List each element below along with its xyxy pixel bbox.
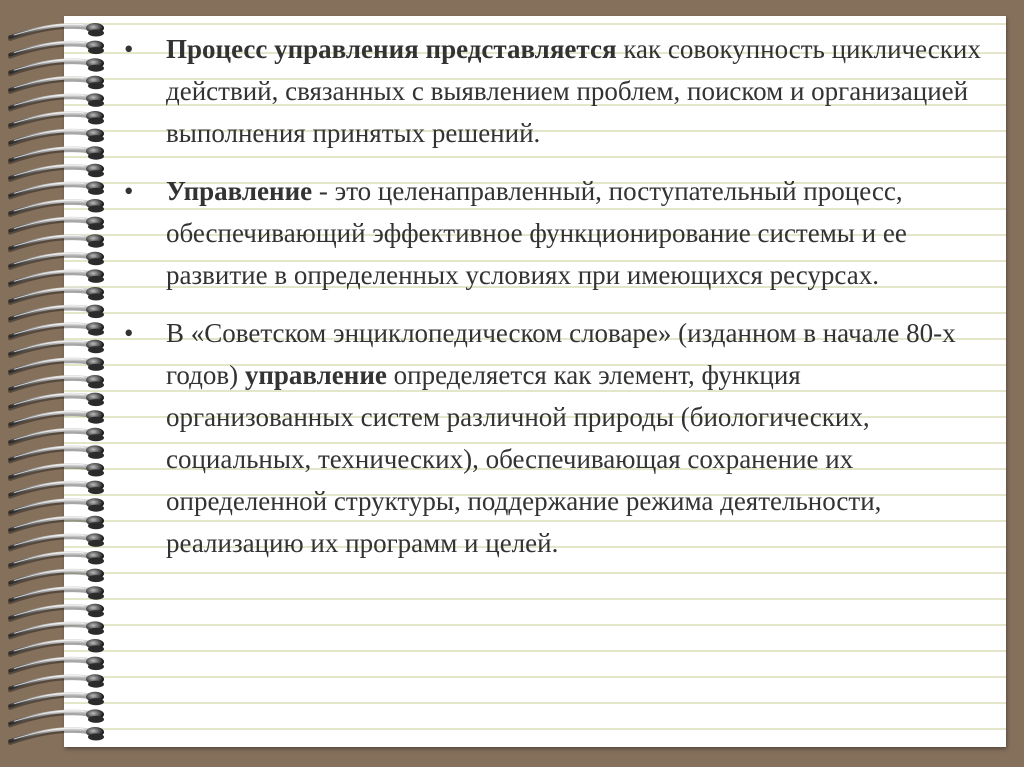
bold-term: Управление	[166, 176, 313, 206]
list-item-text: В «Советском энциклопедическом словаре» (изданном в начале 80-х годов)	[166, 318, 956, 390]
list-item	[120, 28, 990, 154]
list-item	[120, 170, 990, 296]
bold-term: Процесс управления представляется	[166, 34, 617, 64]
list-item-text: определяется как элемент, функция организованных систем различной природы (биологических, социальных, технических), обеспечивающая сохранение их определенной структуры, поддержание режима деятельности, реализацию их программ и целей.	[166, 360, 882, 558]
list-item-text: - это целенаправленный, поступательный процесс, обеспечивающий эффективное функционирование системы и ее развитие в определенных условиях при имеющихся ресурсах.	[166, 176, 907, 290]
bullet-icon: •	[124, 176, 134, 206]
bullet-icon: •	[124, 318, 134, 348]
list-item-text: как совокупность циклических действий, связанных с выявлением проблем, поиском и организацией выполнения принятых решений.	[166, 34, 981, 148]
bullet-list	[120, 28, 990, 580]
bullet-icon: •	[124, 34, 134, 64]
list-item	[120, 312, 990, 564]
bold-term: управление	[244, 360, 387, 390]
